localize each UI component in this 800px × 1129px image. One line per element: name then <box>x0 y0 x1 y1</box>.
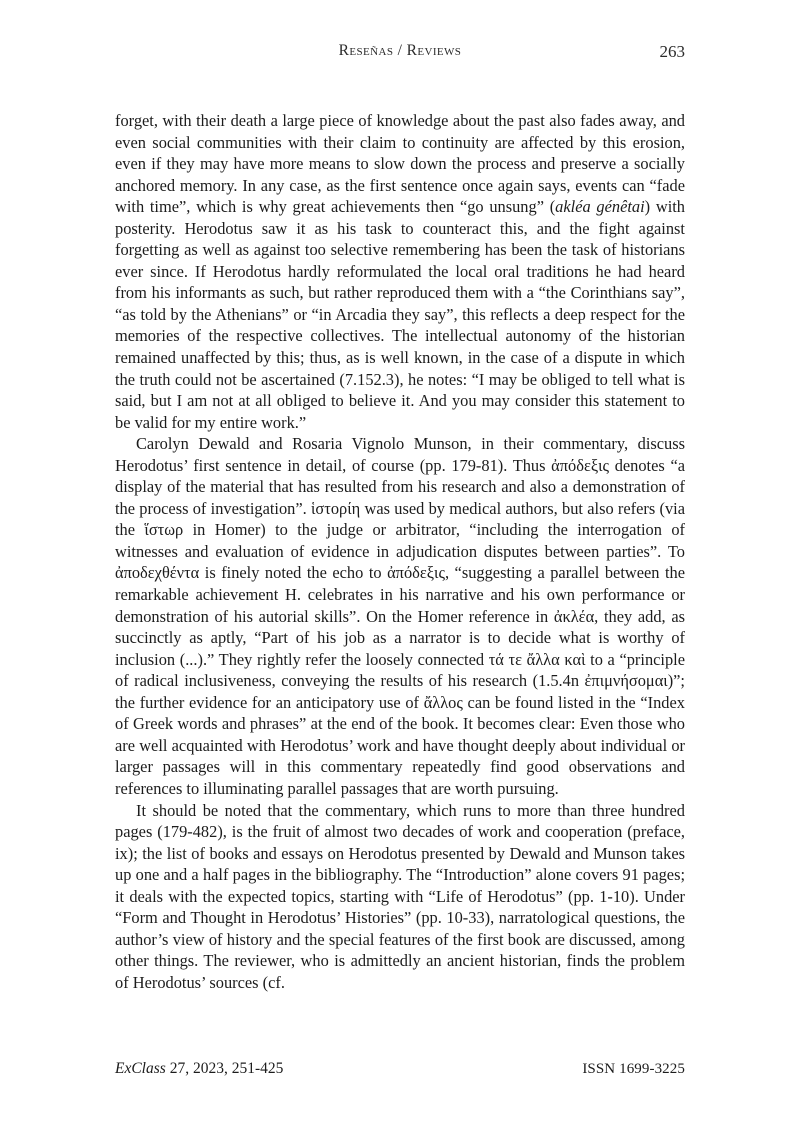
footer-issn: ISSN 1699-3225 <box>582 1061 685 1077</box>
running-head-title: Reseñas / Reviews <box>338 42 462 59</box>
greek-text: ἐπιμνήσομαι <box>584 671 668 691</box>
greek-text: ἀκλέα <box>553 606 595 626</box>
journal-name: ExClass <box>115 1060 166 1077</box>
page-footer <box>115 1060 685 1078</box>
text-run: It should be noted that the commentary, which runs to more than three hundred pages (179-482), is the fruit of almost two decades of work and cooperation (preface, ix); the list of books and essays on Herodotus presented by Dewald and Munson takes up one and a half pages in the bibliography. The “Introduction” alone covers 91 pages; it deals with the expected topics, starting with “Life of Herodotus” (pp. 1-10). Under “Form and Thought in Herodotus’ <box>115 800 685 928</box>
text-run: denotes “a display of the material that has resulted from his research and also a demonstration of the process of investigation”. <box>115 455 685 518</box>
text-run: is finely noted the echo to <box>199 563 388 583</box>
italic-text: akléa génêtai <box>555 197 645 217</box>
text-run: , “suggesting a parallel between the remarkable achievement H. celebrates in his narrative and his own performance or demonstration of his autorial skills”. On the Homer reference in <box>115 563 685 626</box>
greek-text: ἀπόδεξις <box>387 563 445 583</box>
text-run: can be found listed in the “Index of Greek words and phrases” at the end of the book. It becomes clear: Even those who are well acquainted with Herodotus’ work and have thought deeply about individual or larger passages will in this commentary repeatedly find good observations and references to illuminating parallel passages that are worth pursuing. <box>115 692 685 798</box>
paragraph-p3 <box>115 800 685 994</box>
text-run: Histories” (pp. 10-33), narratological questions, the author’s view of history and the special features of the first book are discussed, among other things. The reviewer, who is admittedly an ancient historian, finds the problem of Herodotus’ sources (cf. <box>115 908 685 992</box>
greek-text: τά τε ἄλλα καὶ <box>488 649 586 669</box>
body-text-column <box>115 110 685 993</box>
paragraph-p2 <box>115 433 685 799</box>
journal-citation: 27, 2023, 251-425 <box>165 1060 284 1077</box>
paragraph-p1 <box>115 110 685 433</box>
text-run: Carolyn Dewald and Rosaria Vignolo Munson, in their commentary, discuss Herodotus’ first sentence in detail, of course (pp. 179-81). Thus <box>115 434 685 475</box>
text-run: forget, with their death a large piece of knowledge about the past also fades away, and even social communities with their claim to continuity are affected by this erosion, even if they may have more means to slow down the process and preserve a socially anchored memory. In any case, as the first sentence once again says, events can “fade with time”, which is why great achievements then “go unsung” ( <box>115 111 685 217</box>
text-run: to a “principle of radical inclusiveness, conveying the results of his research (1.5.4n <box>115 649 685 691</box>
text-run: in Homer) to the judge or arbitrator, “including the interrogation of witnesses and evaluation of evidence in adjudication disputes between parties”. To <box>115 520 685 561</box>
text-run: ) with posterity. Herodotus saw it as his task to counteract this, and the fight against forgetting as well as against too selective remembering has been the task of historians ever since. If Herodotus hardly reformulated the local oral traditions he had heard from his informants as such, but rather reproduced them with a “the Corinthians say”, “as told by the Athenians” or “in Arcadia they say”, this reflects a deep respect for the memories of the respective collectives. The intellectual autonomy of the historian remained unaffected by this; thus, as is well known, in the case of a dispute in which the truth could not be ascertained (7.152.3), he notes: “I may be obliged to tell what is said, but I am not at all obliged to believe it. And you may consider this statement to be valid for my entire work.” <box>115 197 685 432</box>
greek-text: ἱστορίη <box>311 498 361 518</box>
greek-text: ἀπόδεξις <box>551 455 610 475</box>
page-number: 263 <box>659 42 685 61</box>
greek-text: ἵστωρ <box>144 520 184 540</box>
greek-text: ἄλλος <box>423 692 463 712</box>
running-head <box>115 42 685 64</box>
footer-citation <box>115 1060 283 1078</box>
text-run: was used by medical authors, but also refers (via the <box>115 498 685 540</box>
text-run: , they add, as succinctly as aptly, “Part of his job as a narrator is to decide what is worthy of inclusion (...).” They rightly refer the loosely connected <box>115 606 685 669</box>
text-run: )”; the further evidence for an anticipatory use of <box>115 671 685 712</box>
greek-text: ἀποδεχθέντα <box>115 563 200 583</box>
